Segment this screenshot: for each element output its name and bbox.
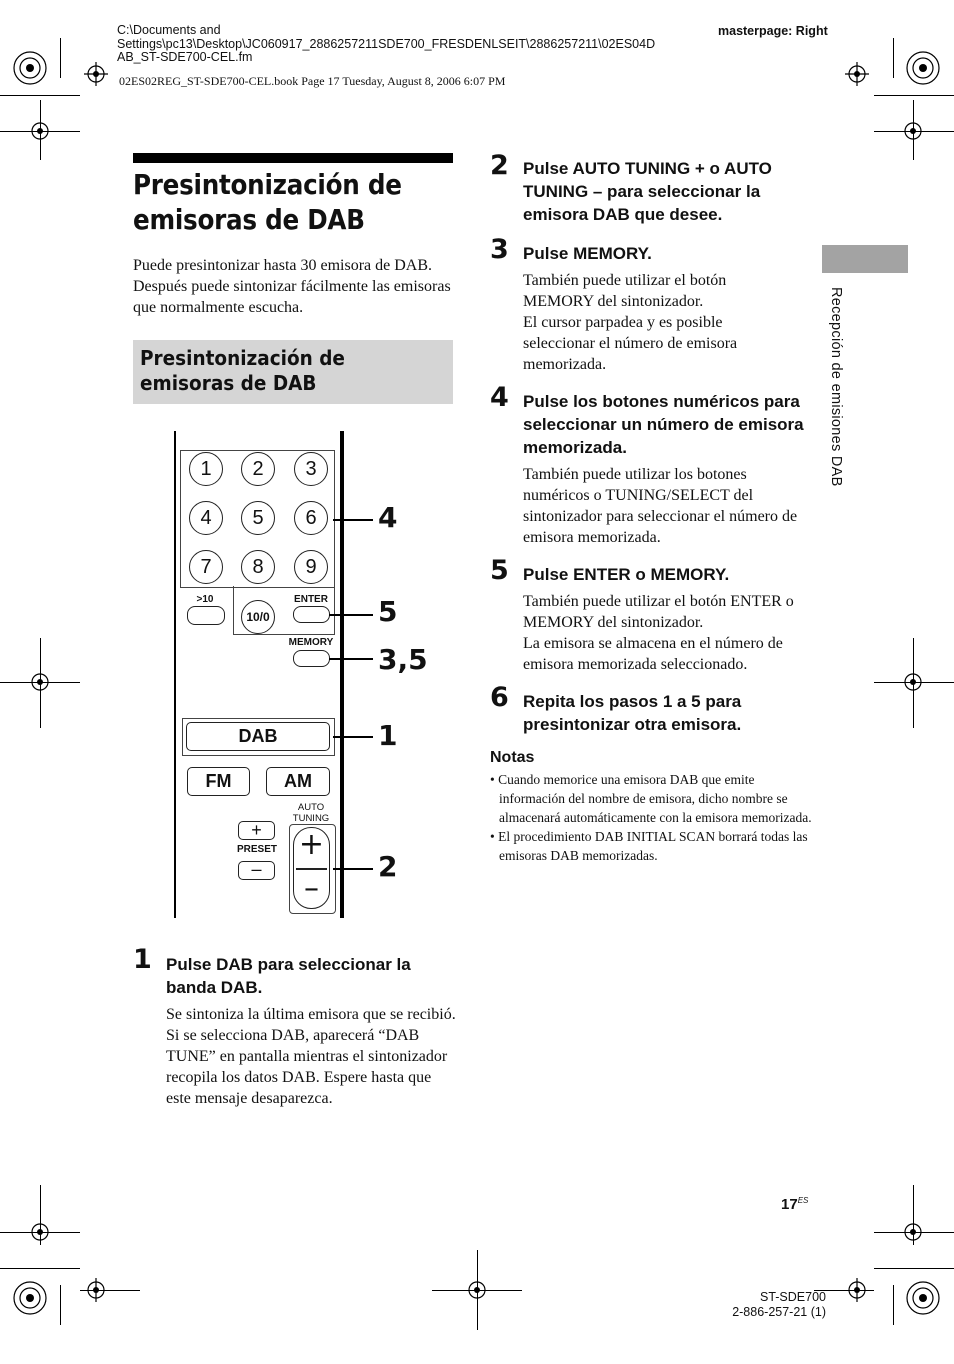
number-button-8[interactable]: 8	[241, 550, 275, 584]
step-5-number: 5	[490, 555, 509, 586]
page-title: Presintonización de emisoras de DAB	[133, 168, 402, 236]
step-5-body: También puede utilizar el botón ENTER o MEMORY del sintonizador.	[523, 593, 794, 631]
preset-label: PRESET	[236, 844, 277, 855]
step-6-number: 6	[490, 682, 509, 713]
callout-5: 5	[378, 595, 398, 628]
step-4-body: También puede utilizar los botones numéricos o TUNING/SELECT del sintonizador para seleccionar el número de emisora memorizada.	[523, 466, 798, 546]
page-number: $17^{ES}$	[781, 1196, 809, 1213]
section-side-label: Recepción de emisiones DAB	[828, 287, 844, 487]
section-tab	[822, 245, 908, 273]
notes-heading: Notas	[490, 749, 535, 766]
book-info-line: 02ES02REG_ST-SDE700-CEL.book Page 17 Tuesday, August 8, 2006 6:07 PM	[119, 74, 506, 88]
step-4-number: 4	[490, 382, 509, 413]
step-4-heading: Pulse los botones numéricos para seleccionar un número de emisora memorizada.	[523, 392, 804, 457]
step-1-heading: Pulse DAB para seleccionar la banda DAB.	[166, 955, 411, 997]
step-5-body-2: La emisora se almacena en el número de emisora memorizada seleccionado.	[523, 635, 783, 673]
am-button[interactable]: AM	[266, 767, 330, 796]
auto-tuning-plus-button[interactable]: +	[298, 827, 325, 862]
enter-label: ENTER	[294, 594, 328, 605]
auto-tuning-label: AUTO TUNING	[292, 802, 330, 824]
rocker-divider	[296, 868, 327, 870]
note-item: • Cuando memorice una emisora DAB que emite información del nombre de emisora, dicho nombre se almacenará automáticamente con la emisora memorizada.	[490, 772, 812, 825]
enter-button[interactable]	[293, 606, 330, 623]
step-3-body: También puede utilizar el botón MEMORY del sintonizador.	[523, 272, 727, 310]
ten-zero-button[interactable]: 10/0	[241, 600, 275, 634]
callout-2: 2	[378, 850, 398, 883]
step-3-heading: Pulse MEMORY.	[523, 244, 652, 263]
number-button-3[interactable]: 3	[294, 452, 328, 486]
model-name: ST-SDE700	[759, 1290, 826, 1304]
memory-label: MEMORY	[288, 637, 334, 648]
masterpage-label: masterpage: Right	[718, 24, 828, 38]
step-6-heading: Repita los pasos 1 a 5 para presintonizar otra emisora.	[523, 692, 742, 734]
file-path: C:\Documents and Settings\pc13\Desktop\JC060917_2886257211SDE700_FRESDENLSEIT\2886257211\02ES04D AB_ST-SDE700-CEL.fm	[117, 23, 656, 64]
number-button-6[interactable]: 6	[294, 501, 328, 535]
step-3-body-2: El cursor parpadea y es posible seleccionar el número de emisora memorizada.	[523, 314, 738, 373]
number-button-4[interactable]: 4	[189, 501, 223, 535]
notes-list	[490, 770, 812, 865]
number-button-7[interactable]: 7	[189, 550, 223, 584]
gt10-button[interactable]	[187, 606, 225, 625]
number-button-5[interactable]: 5	[241, 501, 275, 535]
step-5-heading: Pulse ENTER o MEMORY.	[523, 565, 730, 584]
preset-plus-button[interactable]: +	[238, 821, 275, 840]
memory-button[interactable]	[293, 650, 330, 667]
number-button-2[interactable]: 2	[241, 452, 275, 486]
number-button-1[interactable]: 1	[189, 452, 223, 486]
preset-minus-button[interactable]: –	[238, 861, 275, 880]
step-1-number: 1	[133, 944, 152, 975]
step-1-body: Se sintoniza la última emisora que se recibió. Si se selecciona DAB, aparecerá “DAB TUNE” en pantalla mientras el sintonizador recopila los datos DAB. Espere hasta que este mensaje desaparezca.	[166, 1006, 456, 1107]
step-2-heading: Pulse AUTO TUNING + o AUTO TUNING – para seleccionar la emisora DAB que desee.	[523, 159, 772, 224]
callout-4: 4	[378, 501, 398, 534]
gt10-label: >10	[196, 594, 214, 605]
subheading: Presintonización de emisoras de DAB	[140, 346, 345, 395]
step-3-number: 3	[490, 234, 509, 265]
dab-button[interactable]: DAB	[186, 722, 330, 751]
auto-tuning-minus-button[interactable]: –	[304, 871, 319, 906]
section-rule	[133, 153, 453, 163]
model-info	[700, 1290, 826, 1320]
callout-3-5: 3,5	[378, 643, 428, 676]
intro-paragraph: Puede presintonizar hasta 30 emisora de DAB. Después puede sintonizar fácilmente las emisoras que normalmente escucha.	[133, 257, 451, 316]
number-button-9[interactable]: 9	[294, 550, 328, 584]
note-item: • El procedimiento DAB INITIAL SCAN borrará todas las emisoras DAB memorizadas.	[490, 829, 808, 863]
part-code: 2-886-257-21 (1)	[732, 1305, 826, 1319]
fm-button[interactable]: FM	[187, 767, 250, 796]
callout-1: 1	[378, 719, 398, 752]
step-2-number: 2	[490, 150, 509, 181]
